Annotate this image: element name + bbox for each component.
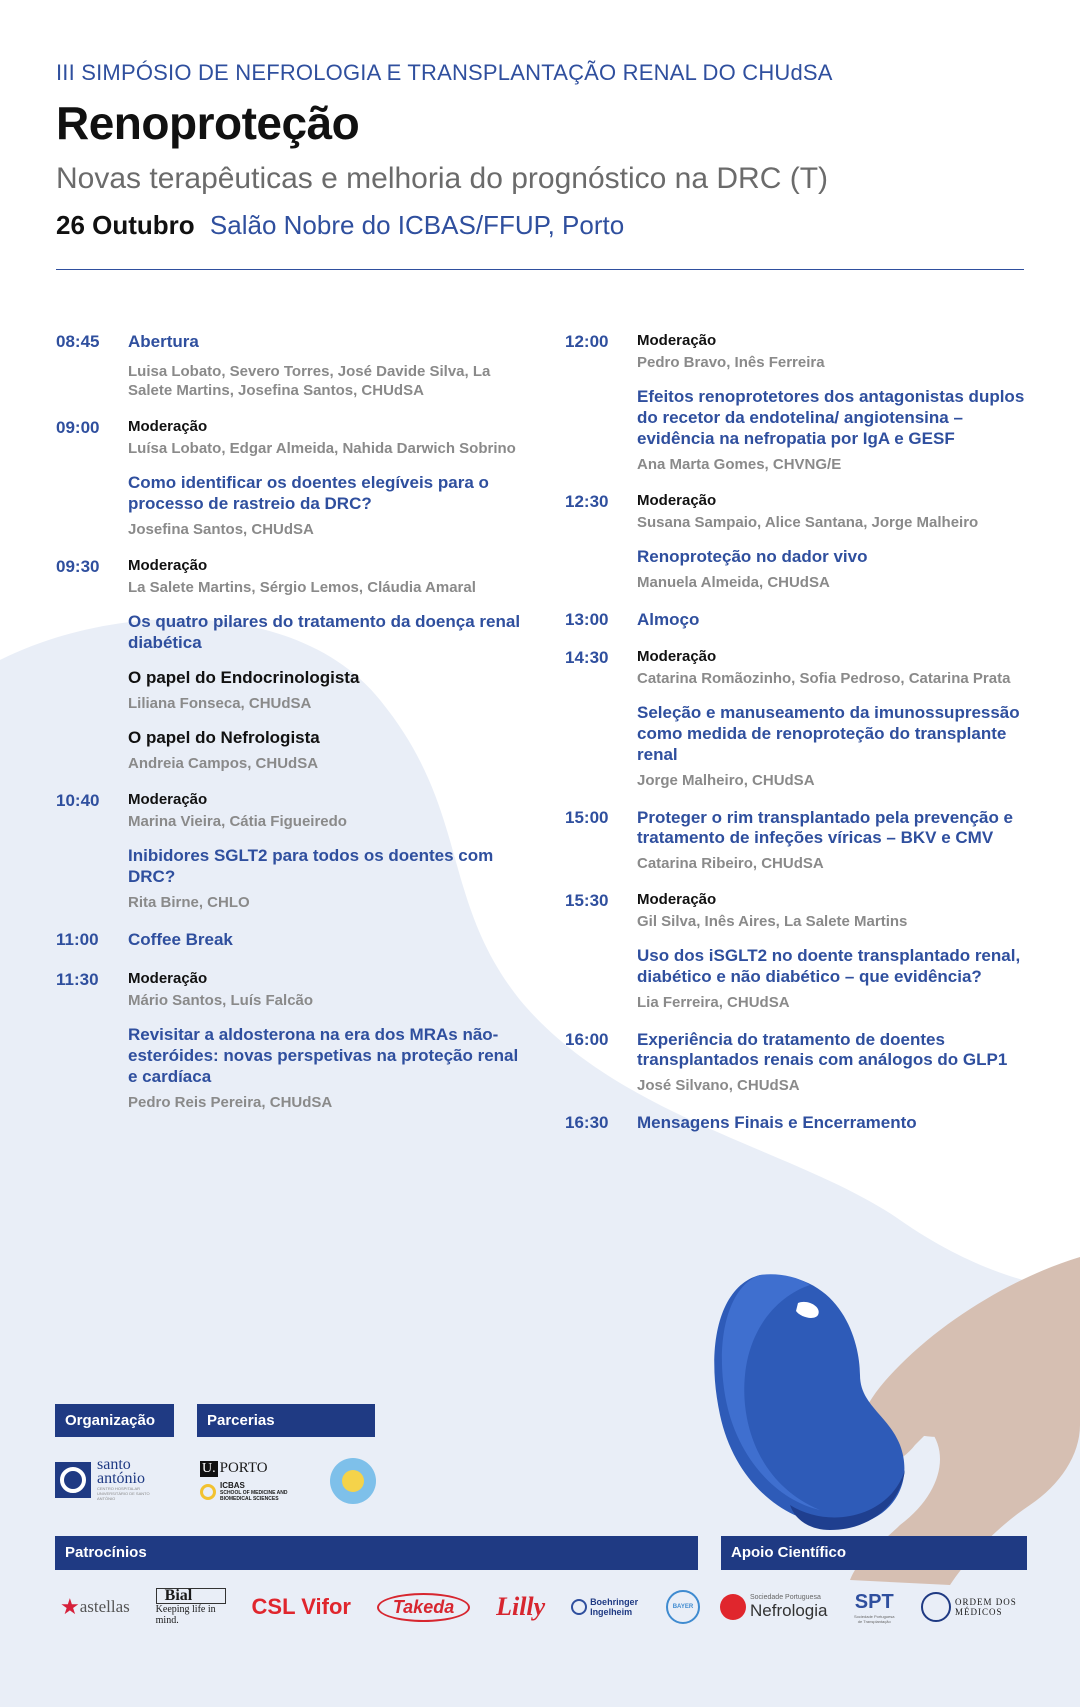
talk-title: Uso dos iSGLT2 no doente transplantado renal, diabético e não diabético – que evidência? <box>637 946 1021 986</box>
slot-title: Proteger o rim transplantado pela prevenção e tratamento de infeções víricas – BKV e CMV <box>637 808 1014 847</box>
talk-speaker: Liliana Fonseca, CHUdSA <box>128 695 312 712</box>
talk-speaker: Jorge Malheiro, CHUdSA <box>637 772 815 789</box>
icbas-text: ICBAS <box>220 1481 245 1490</box>
partner-circle-logo <box>330 1458 376 1504</box>
talk-title: O papel do Endocrinologista <box>128 668 360 687</box>
bial-subtext: Keeping life in mind. <box>155 1604 216 1626</box>
talk-title: Renoproteção no dador vivo <box>637 547 868 566</box>
talk-speaker: José Silvano, CHUdSA <box>637 1077 800 1094</box>
slot-names: Mário Santos, Luís Falcão <box>128 992 314 1009</box>
talk-title: O papel do Nefrologista <box>128 728 320 747</box>
icbas-subtext: SCHOOL OF MEDICINE AND BIOMEDICAL SCIENCES <box>220 1490 288 1502</box>
slot-time: 12:00 <box>565 332 609 351</box>
slot-time: 15:00 <box>565 808 609 827</box>
organizacao-label: Organização <box>55 1404 174 1437</box>
dateline <box>56 210 1026 241</box>
santo-antonio-text: santo antónio <box>97 1456 145 1487</box>
boehringer-logo <box>571 1597 640 1617</box>
slot-time: 09:30 <box>56 557 100 576</box>
boehringer-icon <box>571 1599 587 1615</box>
slot-time: 16:30 <box>565 1113 609 1132</box>
slot-time: 08:45 <box>56 332 100 351</box>
uporto-text: PORTO <box>219 1460 268 1476</box>
spn-icon <box>720 1594 746 1620</box>
talk-title: Efeitos renoprotetores dos antagonistas duplos do recetor da endotelina/ angiotensina – evidência na nefropatia por IgA e GESF <box>637 387 1025 448</box>
u-mark: U. <box>202 1460 216 1476</box>
moderation-label: Moderação <box>637 648 717 665</box>
slot-names: Pedro Bravo, Inês Ferreira <box>637 354 825 371</box>
talk-speaker: Lia Ferreira, CHUdSA <box>637 994 790 1011</box>
organizacao-logos <box>55 1458 167 1501</box>
parcerias-logos <box>200 1458 376 1504</box>
slot-time: 11:30 <box>56 970 99 989</box>
takeda-text: Takeda <box>392 1596 455 1617</box>
talk-item <box>128 472 526 539</box>
bayer-text: BAYER <box>672 1604 694 1610</box>
talk-speaker: Josefina Santos, CHUdSA <box>128 521 314 538</box>
csl-vifor-logo: CSL Vifor <box>251 1594 351 1619</box>
schedule-slot <box>56 332 526 400</box>
slot-names: Marina Vieira, Cátia Figueiredo <box>128 813 347 830</box>
talk-item <box>637 546 1035 592</box>
spn-logo <box>720 1594 828 1621</box>
moderation-label: Moderação <box>637 332 717 349</box>
moderation-label: Moderação <box>128 418 208 435</box>
talk-item <box>637 1076 1035 1095</box>
talk-speaker: Andreia Campos, CHUdSA <box>128 755 319 772</box>
schedule-slot <box>565 332 1035 474</box>
schedule-slot <box>565 1030 1035 1095</box>
event-venue: Salão Nobre do ICBAS/FFUP, Porto <box>209 210 625 240</box>
talk-speaker: Catarina Ribeiro, CHUdSA <box>637 855 824 872</box>
talk-item <box>128 667 526 713</box>
moderation-label: Moderação <box>637 492 717 509</box>
astellas-logo <box>60 1594 130 1620</box>
slot-names: Susana Sampaio, Alice Santana, Jorge Malheiro <box>637 514 979 531</box>
slot-time: 16:00 <box>565 1030 609 1049</box>
slot-time: 13:00 <box>565 610 609 629</box>
talk-title: Como identificar os doentes elegíveis para o processo de rastreio da DRC? <box>128 473 489 513</box>
uporto-icbas-logo <box>200 1460 310 1502</box>
slot-time: 10:40 <box>56 791 100 810</box>
talk-title: Inibidores SGLT2 para todos os doentes com DRC? <box>128 846 494 886</box>
scientific-support-logos <box>720 1582 1025 1632</box>
program-left-column <box>56 332 526 1130</box>
talk-item <box>637 702 1035 790</box>
astellas-star-icon: ★ <box>60 1594 80 1619</box>
spn-text: Nefrologia <box>750 1600 828 1620</box>
bial-logo <box>156 1588 226 1626</box>
slot-time: 12:30 <box>565 492 609 511</box>
talk-item <box>128 1024 526 1112</box>
schedule-slot <box>565 492 1035 592</box>
page-subtitle: Novas terapêuticas e melhoria do prognóstico na DRC (T) <box>56 162 829 195</box>
slot-time: 14:30 <box>565 648 609 667</box>
slot-names: Gil Silva, Inês Aires, La Salete Martins <box>637 913 908 930</box>
talk-speaker: Manuela Almeida, CHUdSA <box>637 574 830 591</box>
slot-names: Catarina Romãozinho, Sofia Pedroso, Catarina Prata <box>637 670 1011 687</box>
schedule-slot <box>56 970 526 1112</box>
event-date: 26 Outubro <box>56 210 195 240</box>
spt-subtext: Sociedade Portuguesa de Transplantação <box>854 1613 895 1624</box>
schedule-slot <box>56 418 526 539</box>
schedule-slot <box>56 557 526 773</box>
page-title: Renoproteção <box>56 97 360 149</box>
slot-names: Luísa Lobato, Edgar Almeida, Nahida Darwich Sobrino <box>128 440 516 457</box>
ordem-medicos-logo <box>921 1592 1025 1622</box>
schedule-slot <box>565 1113 1035 1133</box>
santo-antonio-logo <box>55 1458 167 1501</box>
bayer-logo <box>666 1590 700 1624</box>
santo-antonio-subtext: CENTRO HOSPITALAR UNIVERSITÁRIO DE SANTO ANTÓNIO <box>97 1486 150 1501</box>
schedule-slot <box>565 610 1035 630</box>
talk-speaker: Pedro Reis Pereira, CHUdSA <box>128 1094 333 1111</box>
moderation-label: Moderação <box>128 791 208 808</box>
sponsor-logos <box>60 1582 700 1632</box>
talk-item <box>637 945 1035 1012</box>
slot-title: Almoço <box>637 610 700 629</box>
moderation-label: Moderação <box>128 557 208 574</box>
talk-item <box>637 386 1035 474</box>
moderation-label: Moderação <box>128 970 208 987</box>
slot-title: Experiência do tratamento de doentes transplantados renais com análogos do GLP1 <box>637 1030 1008 1069</box>
talk-item <box>128 611 526 653</box>
talk-item <box>637 854 1035 873</box>
apoio-cientifico-label: Apoio Científico <box>721 1536 1027 1570</box>
astellas-text: astellas <box>79 1597 130 1616</box>
ordem-text: ORDEM DOS MÉDICOS <box>955 1597 1017 1617</box>
schedule-slot <box>565 891 1035 1012</box>
header <box>56 60 1026 241</box>
schedule-slot <box>565 808 1035 873</box>
talk-title: Os quatro pilares do tratamento da doença renal diabética <box>128 612 521 652</box>
slot-names: La Salete Martins, Sérgio Lemos, Cláudia Amaral <box>128 579 476 596</box>
lilly-logo: Lilly <box>496 1592 546 1621</box>
schedule-slot <box>56 791 526 912</box>
slot-title: Mensagens Finais e Encerramento <box>637 1113 917 1132</box>
slot-time: 11:00 <box>56 930 99 949</box>
event-eyebrow: III SIMPÓSIO DE NEFROLOGIA E TRANSPLANTAÇÃO RENAL DO CHUdSA <box>56 60 833 85</box>
spt-text: SPT <box>854 1590 894 1613</box>
patrocinios-label: Patrocínios <box>55 1536 698 1570</box>
divider <box>56 269 1024 270</box>
talk-title: Seleção e manuseamento da imunossupressão como medida de renoproteção do transplante renal <box>637 703 1020 764</box>
moderation-label: Moderação <box>637 891 717 908</box>
slot-title: Coffee Break <box>128 930 233 949</box>
schedule-slot <box>56 930 526 950</box>
spt-logo <box>851 1591 897 1624</box>
bial-text: Bial <box>156 1588 226 1604</box>
slot-names: Luisa Lobato, Severo Torres, José Davide Silva, La Salete Martins, Josefina Santos, CHUdSA <box>128 363 491 399</box>
ordem-seal-icon <box>921 1592 951 1622</box>
boehringer-text: Boehringer Ingelheim <box>590 1597 639 1617</box>
slot-time: 09:00 <box>56 418 100 437</box>
talk-item <box>128 845 526 912</box>
slot-title: Abertura <box>128 332 199 351</box>
talk-speaker: Rita Birne, CHLO <box>128 894 250 911</box>
parcerias-label: Parcerias <box>197 1404 375 1437</box>
talk-item <box>128 727 526 773</box>
program-right-column <box>565 332 1035 1151</box>
slot-time: 15:30 <box>565 891 609 910</box>
talk-speaker: Ana Marta Gomes, CHVNG/E <box>637 456 842 473</box>
takeda-logo <box>377 1593 470 1622</box>
icbas-icon <box>200 1484 216 1500</box>
spn-top-text: Sociedade Portuguesa <box>750 1593 821 1601</box>
talk-title: Revisitar a aldosterona na era dos MRAs não-esteróides: novas perspetivas na proteção renal e cardíaca <box>128 1025 519 1086</box>
schedule-slot <box>565 648 1035 790</box>
